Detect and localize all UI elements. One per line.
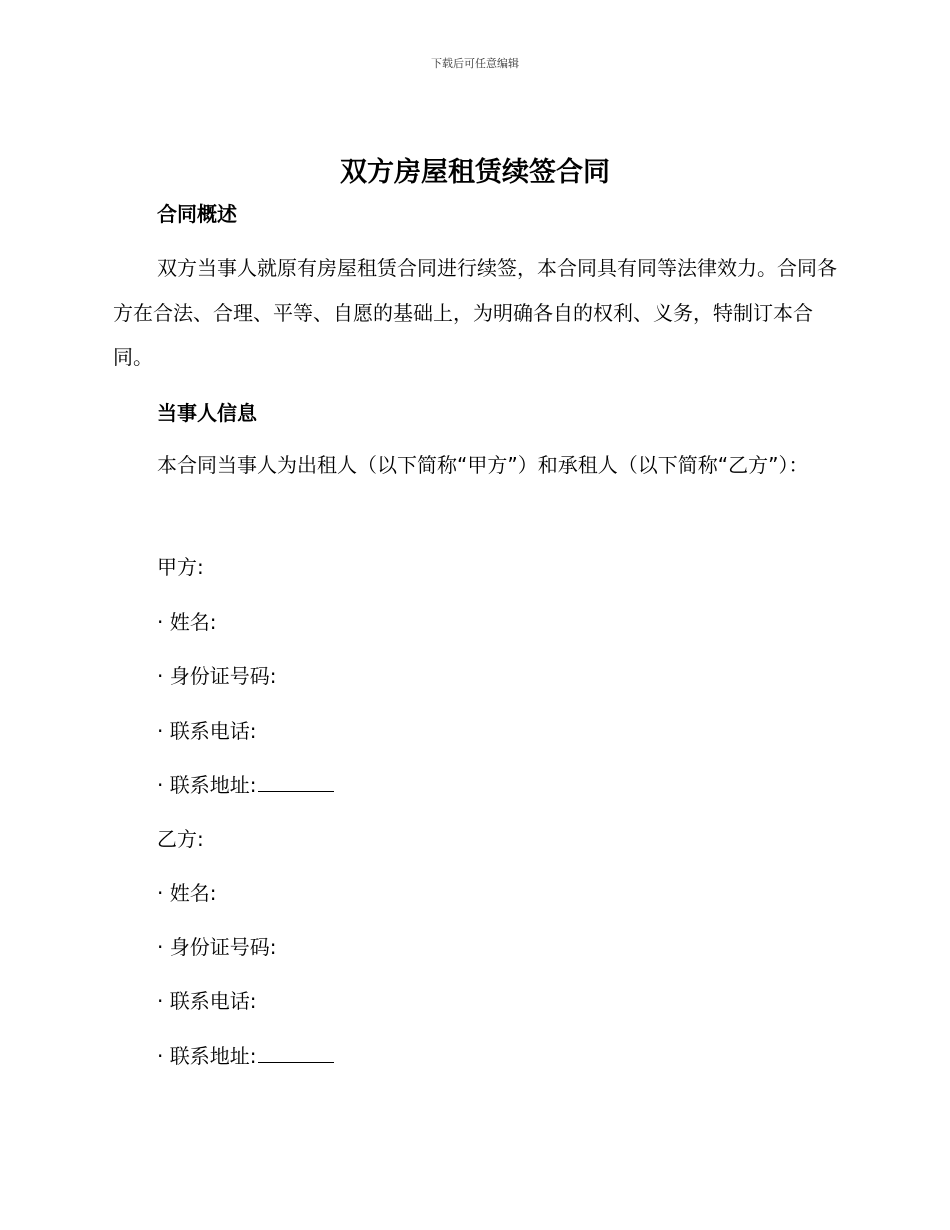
section-heading-overview: 合同概述 [157, 202, 237, 226]
party-b-phone-field: · 联系电话: [157, 989, 257, 1013]
party-a-id-field: · 身份证号码: [157, 664, 277, 688]
page-header-note: 下载后可任意编辑 [431, 57, 519, 70]
party-b-label: 乙方: [157, 827, 204, 851]
party-b-name-field: · 姓名: [157, 881, 217, 905]
section-heading-parties: 当事人信息 [157, 401, 257, 425]
overview-paragraph: 双方当事人就原有房屋租赁合同进行续签，本合同具有同等法律效力。合同各方在合法、合理、平等、自愿的基础上，为明确各自的权利、义务，特制订本合同。 [113, 256, 837, 369]
party-b-id-field: · 身份证号码: [157, 935, 277, 959]
parties-paragraph: 本合同当事人为出租人（以下简称“甲方”）和承租人（以下简称“乙方”）： [157, 453, 809, 477]
party-a-address-blank [258, 773, 334, 792]
party-a-phone-field: · 联系电话: [157, 719, 257, 743]
party-a-address-row [157, 769, 334, 798]
party-a-name-field: · 姓名: [157, 610, 217, 634]
party-a-address-field: · 联系地址: [157, 773, 257, 797]
party-b-address-row [157, 1040, 334, 1069]
party-b-address-field: · 联系地址: [157, 1044, 257, 1068]
party-b-address-blank [258, 1044, 334, 1063]
party-a-label: 甲方: [157, 555, 204, 579]
document-title: 双方房屋租赁续签合同 [340, 157, 610, 188]
